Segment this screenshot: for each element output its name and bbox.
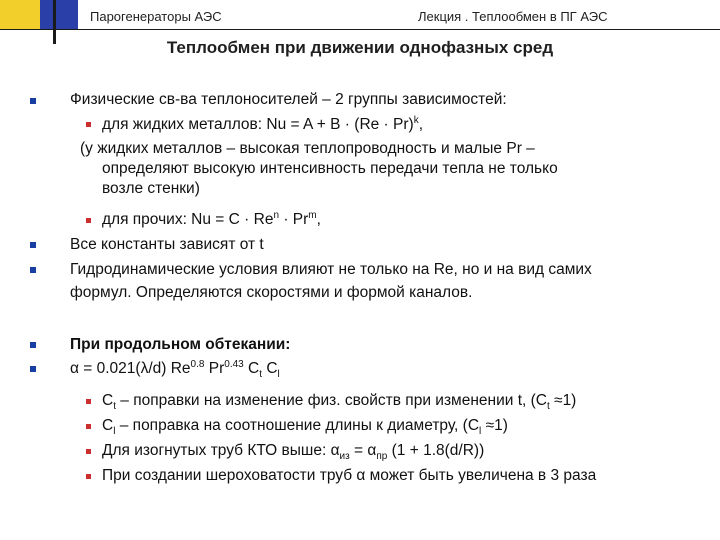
- bullet-hydrodynamics-line-2: формул. Определяются скоростями и формой каналов.: [70, 284, 473, 301]
- sub-bullet-ct: [102, 391, 576, 411]
- formula-liquid-metals: для жидких металлов: Nu = A + B · (Re · Pr): [102, 116, 414, 133]
- comma: ,: [316, 211, 321, 228]
- bullet-icon: [30, 98, 36, 104]
- bullet-icon: [30, 267, 36, 273]
- bullet-properties: Физические св-ва теплоносителей – 2 группы зависимостей:: [70, 91, 507, 108]
- sub-bullet-icon: [86, 474, 91, 479]
- sub-bullet-icon: [86, 122, 91, 127]
- sub-bullet-icon: [86, 449, 91, 454]
- ct-approx: ≈1): [549, 392, 577, 409]
- sub-bullet-liquid-metals: [102, 115, 423, 135]
- sub-bullet-bent-tubes: [102, 441, 484, 461]
- sub-bullet-cl: [102, 416, 508, 436]
- formula-alpha-main: α = 0.021(λ/d) Re: [70, 360, 191, 377]
- bullet-hydrodynamics-line-1: Гидродинамические условия влияют не только на Re, но и на вид самих: [70, 261, 592, 278]
- slide-title: Теплообмен при движении однофазных сред: [166, 38, 554, 57]
- cl-approx: ≈1): [481, 417, 508, 434]
- note-line-1: (у жидких металлов – высокая теплопроводность и малые Pr –: [80, 140, 535, 157]
- formula-others: для прочих: Nu = C · Re: [102, 211, 274, 228]
- subscript-l: l: [277, 369, 280, 381]
- formula-alpha: [70, 359, 280, 379]
- bent-tubes-formula: (1 + 1.8(d/R)): [387, 442, 485, 459]
- exponent-k: k: [413, 114, 419, 126]
- bullet-icon: [30, 242, 36, 248]
- sub-bullet-others: [102, 210, 321, 230]
- cl-symbol: C: [102, 417, 114, 434]
- bullet-longitudinal-flow: При продольном обтекании:: [70, 336, 291, 353]
- sub-bullet-icon: [86, 424, 91, 429]
- subscript-t: t: [113, 401, 116, 413]
- subscript-iz: из: [339, 451, 350, 463]
- exponent-n: n: [273, 209, 280, 221]
- cl-description: – поправка на соотношение длины к диаметру, (C: [115, 417, 480, 434]
- formula-ct: C: [243, 360, 260, 377]
- bullet-icon: [30, 366, 36, 372]
- ct-symbol: C: [102, 392, 114, 409]
- exponent-m: m: [308, 209, 317, 221]
- equals-alpha: = α: [349, 442, 377, 459]
- bullet-constants: Все константы зависят от t: [70, 236, 264, 253]
- comma: ,: [418, 116, 424, 133]
- header-lecture-title: Лекция . Теплообмен в ПГ АЭС: [418, 9, 608, 24]
- sub-bullet-roughness: При создании шероховатости труб α может быть увеличена в 3 раза: [102, 467, 597, 484]
- note-line-3: возле стенки): [102, 180, 200, 197]
- note-line-2: определяют высокую интенсивность передачи тепла не только: [102, 160, 558, 177]
- formula-pr: · Pr: [279, 211, 309, 228]
- ct-description: – поправки на изменение физ. свойств при изменении t, (C: [115, 392, 547, 409]
- formula-pr-part: Pr: [204, 360, 225, 377]
- subscript-pr: пр: [376, 451, 388, 463]
- sub-bullet-icon: [86, 399, 91, 404]
- header-course-title: Парогенераторы АЭС: [90, 9, 222, 24]
- bullet-icon: [30, 342, 36, 348]
- subscript-t: t: [259, 369, 263, 381]
- sub-bullet-icon: [86, 218, 91, 223]
- subscript-l: l: [479, 426, 482, 438]
- exponent-pr: 0.43: [224, 358, 244, 370]
- formula-cl: C: [262, 360, 278, 377]
- subscript-t: t: [546, 401, 550, 413]
- bent-tubes-text: Для изогнутых труб КТО выше: α: [102, 442, 340, 459]
- subscript-l: l: [113, 426, 116, 438]
- exponent-re: 0.8: [190, 358, 205, 370]
